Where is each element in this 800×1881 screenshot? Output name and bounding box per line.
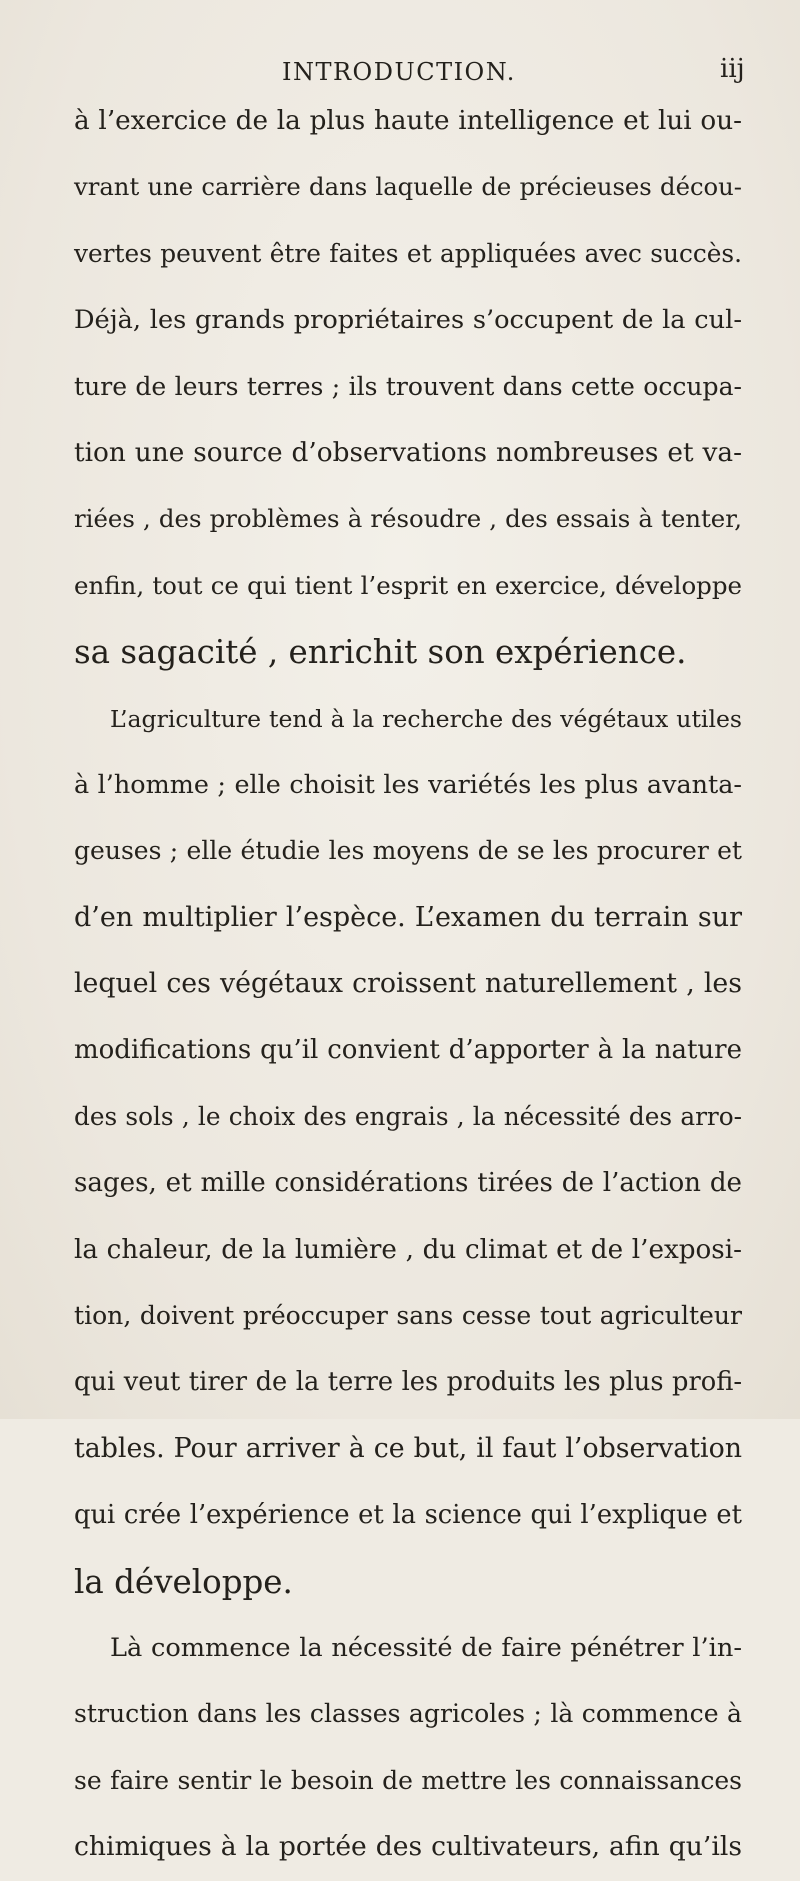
text-line: se faire sentir le besoin de mettre les connaissances bbox=[74, 1765, 742, 1795]
text-line: qui veut tirer de la terre les produits les plus profi- bbox=[74, 1367, 742, 1398]
text-line: modifications qu’il convient d’apporter à la nature bbox=[74, 1035, 742, 1066]
text-line: vrant une carrière dans laquelle de précieuses décou- bbox=[74, 172, 742, 202]
text-line: tion une source d’observations nombreuses et va- bbox=[74, 437, 742, 468]
text-line: chimiques à la portée des cultivateurs, afin qu’ils bbox=[74, 1831, 742, 1863]
text-line: lequel ces végétaux croissent naturellement , les bbox=[74, 968, 742, 1000]
text-line: qui crée l’expérience et la science qui l’explique et bbox=[74, 1500, 742, 1531]
text-line: enfin, tout ce qui tient l’esprit en exercice, développe bbox=[74, 570, 742, 600]
page-number: iij bbox=[720, 54, 745, 84]
paragraph-start-line: Là commence la nécessité de faire pénétrer l’in- bbox=[110, 1632, 742, 1663]
text-line: des sols , le choix des engrais , la nécessité des arro- bbox=[74, 1101, 742, 1131]
text-line: d’en multiplier l’espèce. L’examen du terrain sur bbox=[74, 901, 742, 933]
text-line: la développe. bbox=[74, 1562, 293, 1601]
text-line: à l’exercice de la plus haute intelligence et lui ou- bbox=[74, 106, 742, 136]
text-line: à l’homme ; elle choisit les variétés les plus avanta- bbox=[74, 769, 742, 800]
text-line: tion, doivent préoccuper sans cesse tout agriculteur bbox=[74, 1301, 742, 1331]
text-line: sages, et mille considérations tirées de l’action de bbox=[74, 1168, 742, 1199]
text-line: struction dans les classes agricoles ; là commence à bbox=[74, 1699, 742, 1729]
text-line: sa sagacité , enrichit son expérience. bbox=[74, 633, 687, 672]
text-line: riées , des problèmes à résoudre , des essais à tenter, bbox=[74, 504, 742, 534]
text-line: tables. Pour arriver à ce but, il faut l’observation bbox=[74, 1432, 742, 1464]
text-line: vertes peuvent être faites et appliquées avec succès. bbox=[74, 238, 742, 268]
text-line: Déjà, les grands propriétaires s’occupent de la cul- bbox=[74, 305, 742, 336]
text-line: geuses ; elle étudie les moyens de se les procurer et bbox=[74, 836, 742, 866]
paragraph-start-line: L’agriculture tend à la recherche des végétaux utiles bbox=[110, 704, 742, 733]
running-title: INTRODUCTION. bbox=[282, 58, 516, 86]
text-line: ture de leurs terres ; ils trouvent dans cette occupa- bbox=[74, 371, 742, 401]
text-line: la chaleur, de la lumière , du climat et de l’exposi- bbox=[74, 1234, 742, 1265]
body-text bbox=[74, 88, 742, 1881]
